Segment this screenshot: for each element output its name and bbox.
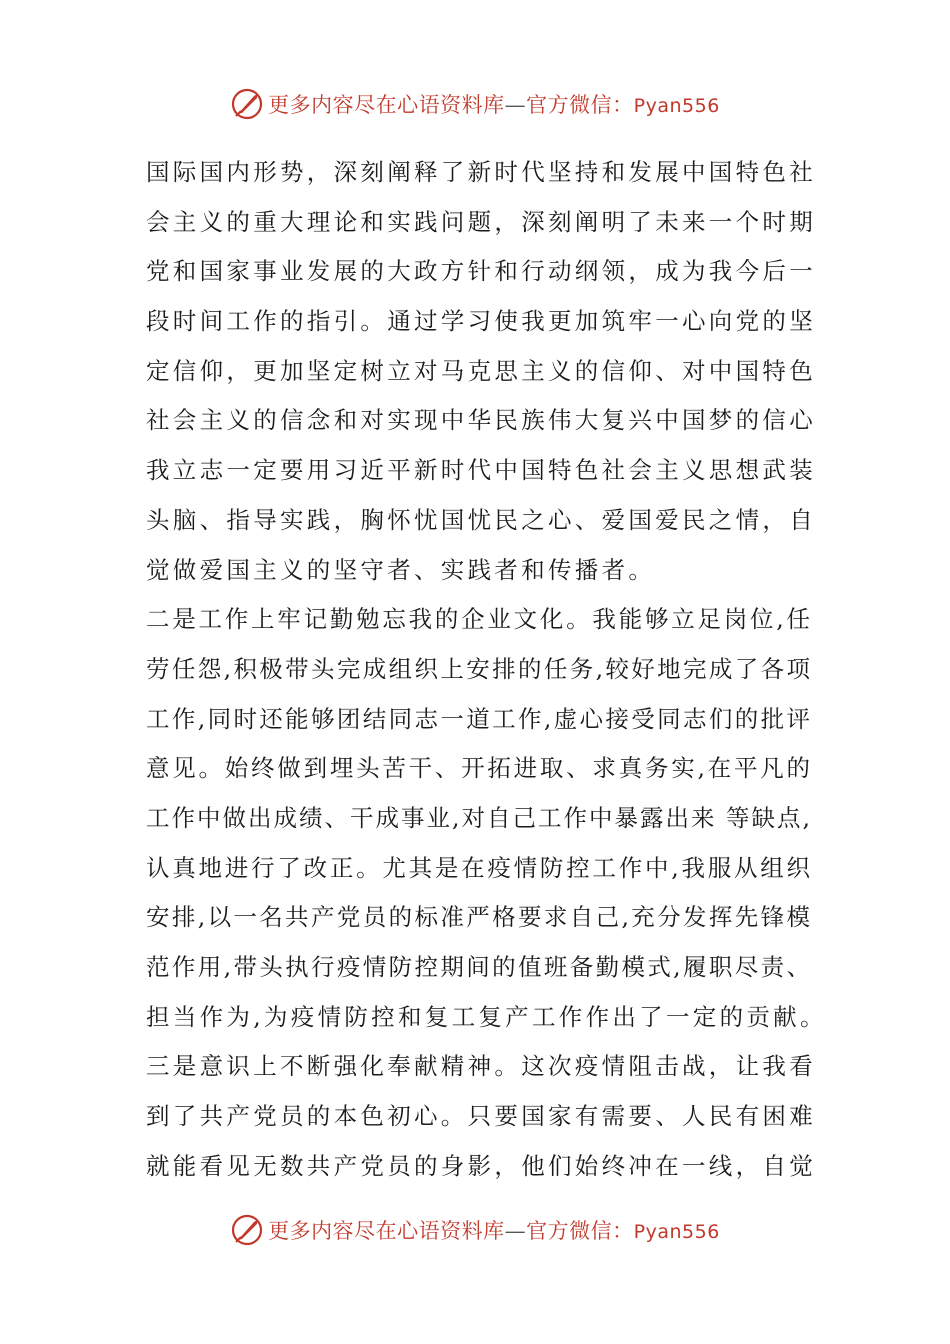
banner-site-name: 更多内容尽在心语资料库	[268, 93, 505, 117]
text-line: 认真地进行了改正。尤其是在疫情防控工作中,我服从组织	[146, 853, 810, 882]
text-line: 国际国内形势，深刻阐释了新时代坚持和发展中国特色社	[146, 158, 816, 186]
text-line: 社会主义的信念和对实现中华民族伟大复兴中国梦的信心	[146, 406, 816, 435]
quill-logo-icon	[230, 87, 264, 121]
banner-official-label: 官方微信：	[526, 93, 634, 117]
text-line: 会主义的重大理论和实践问题，深刻阐明了未来一个时期	[146, 207, 816, 236]
text-line: 党和国家事业发展的大政方针和行动纲领，成为我今后一	[146, 257, 816, 286]
banner-text	[268, 1215, 720, 1245]
text-line: 我立志一定要用习近平新时代中国特色社会主义思想武装	[146, 456, 816, 485]
text-line: 段时间工作的指引。通过学习使我更加筑牢一心向党的坚	[146, 307, 816, 336]
quill-logo-icon	[230, 1213, 264, 1247]
banner-dash: —	[504, 1219, 527, 1243]
paragraph-1	[146, 148, 816, 595]
text-line: 劳任怨,积极带头完成组织上安排的任务,较好地完成了各项	[146, 654, 810, 683]
text-line: 意见。始终做到埋头苦干、开拓进取、求真务实,在平凡的	[146, 754, 810, 783]
text-line: 工作,同时还能够团结同志一道工作,虚心接受同志们的批评	[146, 704, 810, 733]
footer-watermark-banner	[0, 1210, 950, 1250]
header-watermark-banner	[0, 84, 950, 124]
text-line: 三是意识上不断强化奉献精神。这次疫情阻击战，让我看	[146, 1052, 816, 1081]
document-body	[146, 148, 827, 1191]
paragraph-3	[146, 1042, 816, 1191]
banner-dash: —	[504, 93, 527, 117]
banner-official-label: 官方微信：	[526, 1219, 634, 1243]
text-line: 范作用,带头执行疫情防控期间的值班备勤模式,履职尽责、	[146, 953, 810, 981]
banner-wechat-handle: Pyan556	[633, 95, 720, 117]
text-line: 定信仰，更加坚定树立对马克思主义的信仰、对中国特色	[146, 356, 816, 385]
banner-site-name: 更多内容尽在心语资料库	[268, 1219, 505, 1243]
text-line: 二是工作上牢记勤勉忘我的企业文化。我能够立足岗位,任	[146, 605, 810, 634]
text-line: 就能看见无数共产党员的身影，他们始终冲在一线，自觉	[146, 1151, 816, 1180]
text-line: 到了共产党员的本色初心。只要国家有需要、人民有困难	[146, 1102, 816, 1131]
banner-wechat-handle: Pyan556	[633, 1221, 720, 1243]
text-line: 安排,以一名共产党员的标准严格要求自己,充分发挥先锋模	[146, 903, 810, 932]
text-line: 担当作为,为疫情防控和复工复产工作作出了一定的贡献。	[146, 1002, 827, 1031]
paragraph-2	[146, 595, 827, 1042]
text-line: 觉做爱国主义的坚守者、实践者和传播者。	[146, 555, 656, 584]
text-line: 工作中做出成绩、干成事业,对自己工作中暴露出来 等缺点,	[146, 803, 810, 832]
text-line: 头脑、指导实践，胸怀忧国忧民之心、爱国爱民之情，自	[146, 505, 816, 534]
banner-text	[268, 89, 720, 119]
